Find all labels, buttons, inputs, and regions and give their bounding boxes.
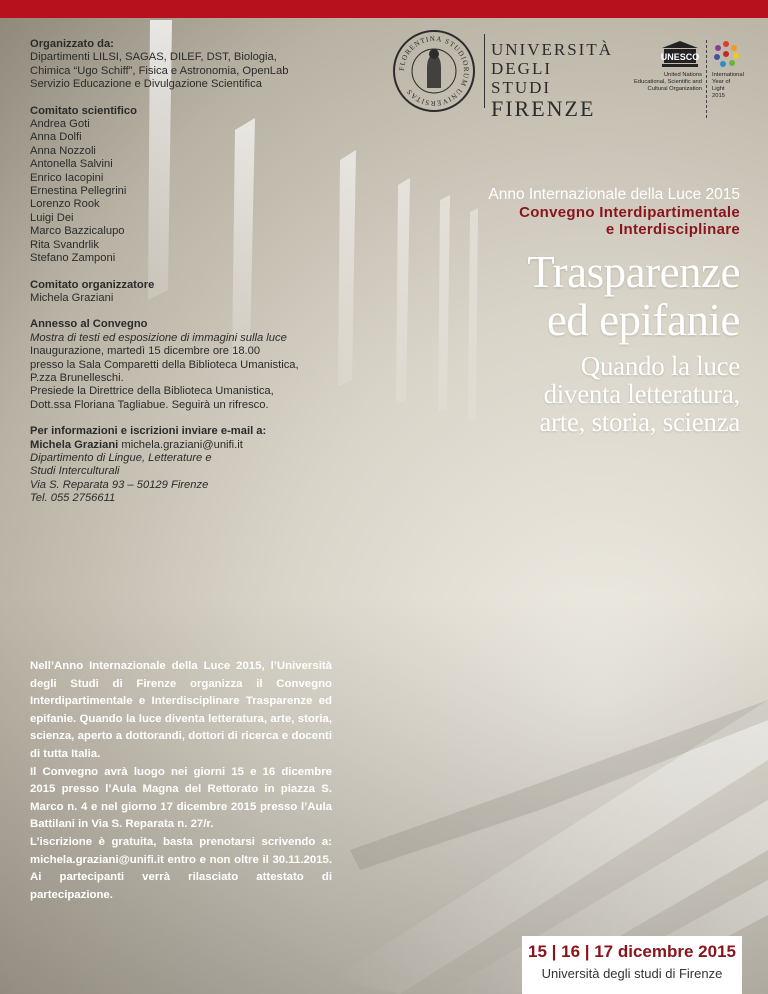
university-line: UNIVERSITÀ <box>491 40 613 59</box>
subtitle <box>539 352 740 436</box>
main-title <box>527 248 740 344</box>
main-title-line: Trasparenze <box>527 247 740 297</box>
event-place: Università degli studi di Firenze <box>541 966 723 981</box>
organizers-line: Dipartimenti LILSI, SAGAS, DILEF, DST, Biologia, <box>30 51 277 64</box>
organizers-line: Chimica “Ugo Schiff”, Fisica e Astronomia, OpenLab <box>30 64 289 77</box>
university-name <box>491 40 613 121</box>
conference-line: Convegno Interdipartimentale <box>519 204 740 221</box>
university-line: FIRENZE <box>491 96 596 121</box>
unesco-line: Educational, Scientific and <box>634 79 702 85</box>
organizing-committee-title: Comitato organizzatore <box>30 278 155 291</box>
scientific-committee-title: Comitato scientifico <box>30 104 137 117</box>
iyl-line: 2015 <box>712 93 725 99</box>
logo-divider <box>484 34 485 108</box>
top-red-bar <box>0 0 768 18</box>
committee-member: Anna Nozzoli <box>30 144 96 157</box>
committee-member: Luigi Dei <box>30 211 74 224</box>
contact-phone: Tel. 055 2756611 <box>30 492 116 505</box>
committee-member: Antonella Salvini <box>30 158 113 171</box>
left-info-column <box>30 38 330 519</box>
seal-text: FLORENTINA STUDIORUM UNIVERSITAS <box>397 34 471 108</box>
iyl-line: Year of Light <box>712 79 731 92</box>
committee-member: Ernestina Pellegrini <box>30 185 127 198</box>
description-paragraph: L’iscrizione è gratuita, basta prenotarsi scrivendo a: michela.graziani@unifi.it entro e non oltre il 30.11.2015. Ai partecipanti verrà rilasciato attestato di partecipazione. <box>30 835 332 901</box>
annex-line: P.zza Brunelleschi. <box>30 371 124 384</box>
unesco-line: United Nations <box>663 72 702 78</box>
contacts-title: Per informazioni e iscrizioni inviare e-mail a: <box>30 425 267 438</box>
organizing-committee-member: Michela Graziani <box>30 291 114 304</box>
description-paragraph: Il Convegno avrà luogo nei giorni 15 e 16 dicembre 2015 presso l’Aula Magna del Rettorato in piazza S. Marco n. 4 e nel giorno 17 dicembre 2015 presso l’Aula Battilani in Via S. Reparata n. 27/r. <box>30 765 332 831</box>
iyl-caption <box>712 72 744 100</box>
unesco-line: Cultural Organization <box>647 86 702 92</box>
contact-address: Dipartimento di Lingue, Letterature e <box>30 451 212 464</box>
committee-member: Enrico Iacopini <box>30 171 104 184</box>
event-description <box>30 658 332 904</box>
organizers-block <box>30 38 330 92</box>
organizers-line: Servizio Educazione e Divulgazione Scientifica <box>30 78 262 91</box>
organizing-committee-block <box>30 279 330 306</box>
contact-line <box>30 439 330 452</box>
contact-address: Studi Interculturali <box>30 465 120 478</box>
description-paragraph: Nell’Anno Internazionale della Luce 2015, l’Università degli Studi di Firenze organizza il Convegno Interdipartimentale e Interdisciplinare Trasparenze ed epifanie. Quando la luce diventa letteratura, arte, storia, scienza, aperto a dottorandi, dottori di ricerca e docenti di tutta Italia. <box>30 660 332 760</box>
contact-name: Michela Graziani <box>30 438 119 451</box>
committee-member: Anna Dolfi <box>30 131 82 144</box>
unesco-iyl-logos <box>632 38 742 118</box>
contacts-block <box>30 425 330 505</box>
event-dates: 15 | 16 | 17 dicembre 2015 <box>528 942 736 961</box>
annex-line: Dott.ssa Floriana Tagliabue. Seguirà un rifresco. <box>30 398 269 411</box>
committee-member: Andrea Goti <box>30 118 90 131</box>
event-heading <box>488 186 740 238</box>
university-seal-icon <box>393 30 475 112</box>
unesco-caption <box>632 72 702 93</box>
committee-member: Stefano Zamponi <box>30 252 116 265</box>
subtitle-line: arte, storia, scienza <box>539 407 740 437</box>
contact-email[interactable]: michela.graziani@unifi.it <box>121 438 243 451</box>
annex-block <box>30 318 330 412</box>
unesco-temple-icon <box>660 40 700 68</box>
organizers-title: Organizzato da: <box>30 38 114 50</box>
annex-line: Presiede la Direttrice della Biblioteca Umanistica, <box>30 385 274 398</box>
unesco-divider <box>706 40 707 118</box>
university-line: DEGLI STUDI <box>491 59 552 97</box>
annex-line: presso la Sala Comparetti della Biblioteca Umanistica, <box>30 358 299 371</box>
committee-member: Rita Svandrlik <box>30 238 100 251</box>
year-label: Anno Internazionale della Luce 2015 <box>488 186 740 203</box>
committee-member: Lorenzo Rook <box>30 198 100 211</box>
annex-title: Annesso al Convegno <box>30 318 148 331</box>
iyl-line: International <box>712 72 744 78</box>
date-box <box>522 936 742 994</box>
iyl-flower-icon <box>712 40 740 68</box>
subtitle-line: Quando la luce <box>580 351 740 381</box>
main-title-line: ed epifanie <box>546 295 740 345</box>
unesco-wordmark: UNESCO <box>660 52 700 62</box>
annex-subtitle: Mostra di testi ed esposizione di immagini sulla luce <box>30 331 287 344</box>
subtitle-line: diventa letteratura, <box>543 379 740 409</box>
committee-member: Marco Bazzicalupo <box>30 225 125 238</box>
annex-line: Inaugurazione, martedì 15 dicembre ore 18.00 <box>30 345 261 358</box>
contact-address: Via S. Reparata 93 – 50129 Firenze <box>30 478 209 491</box>
unifi-logo <box>393 30 613 121</box>
conference-line: e Interdisciplinare <box>605 221 740 238</box>
scientific-committee-block <box>30 105 330 266</box>
